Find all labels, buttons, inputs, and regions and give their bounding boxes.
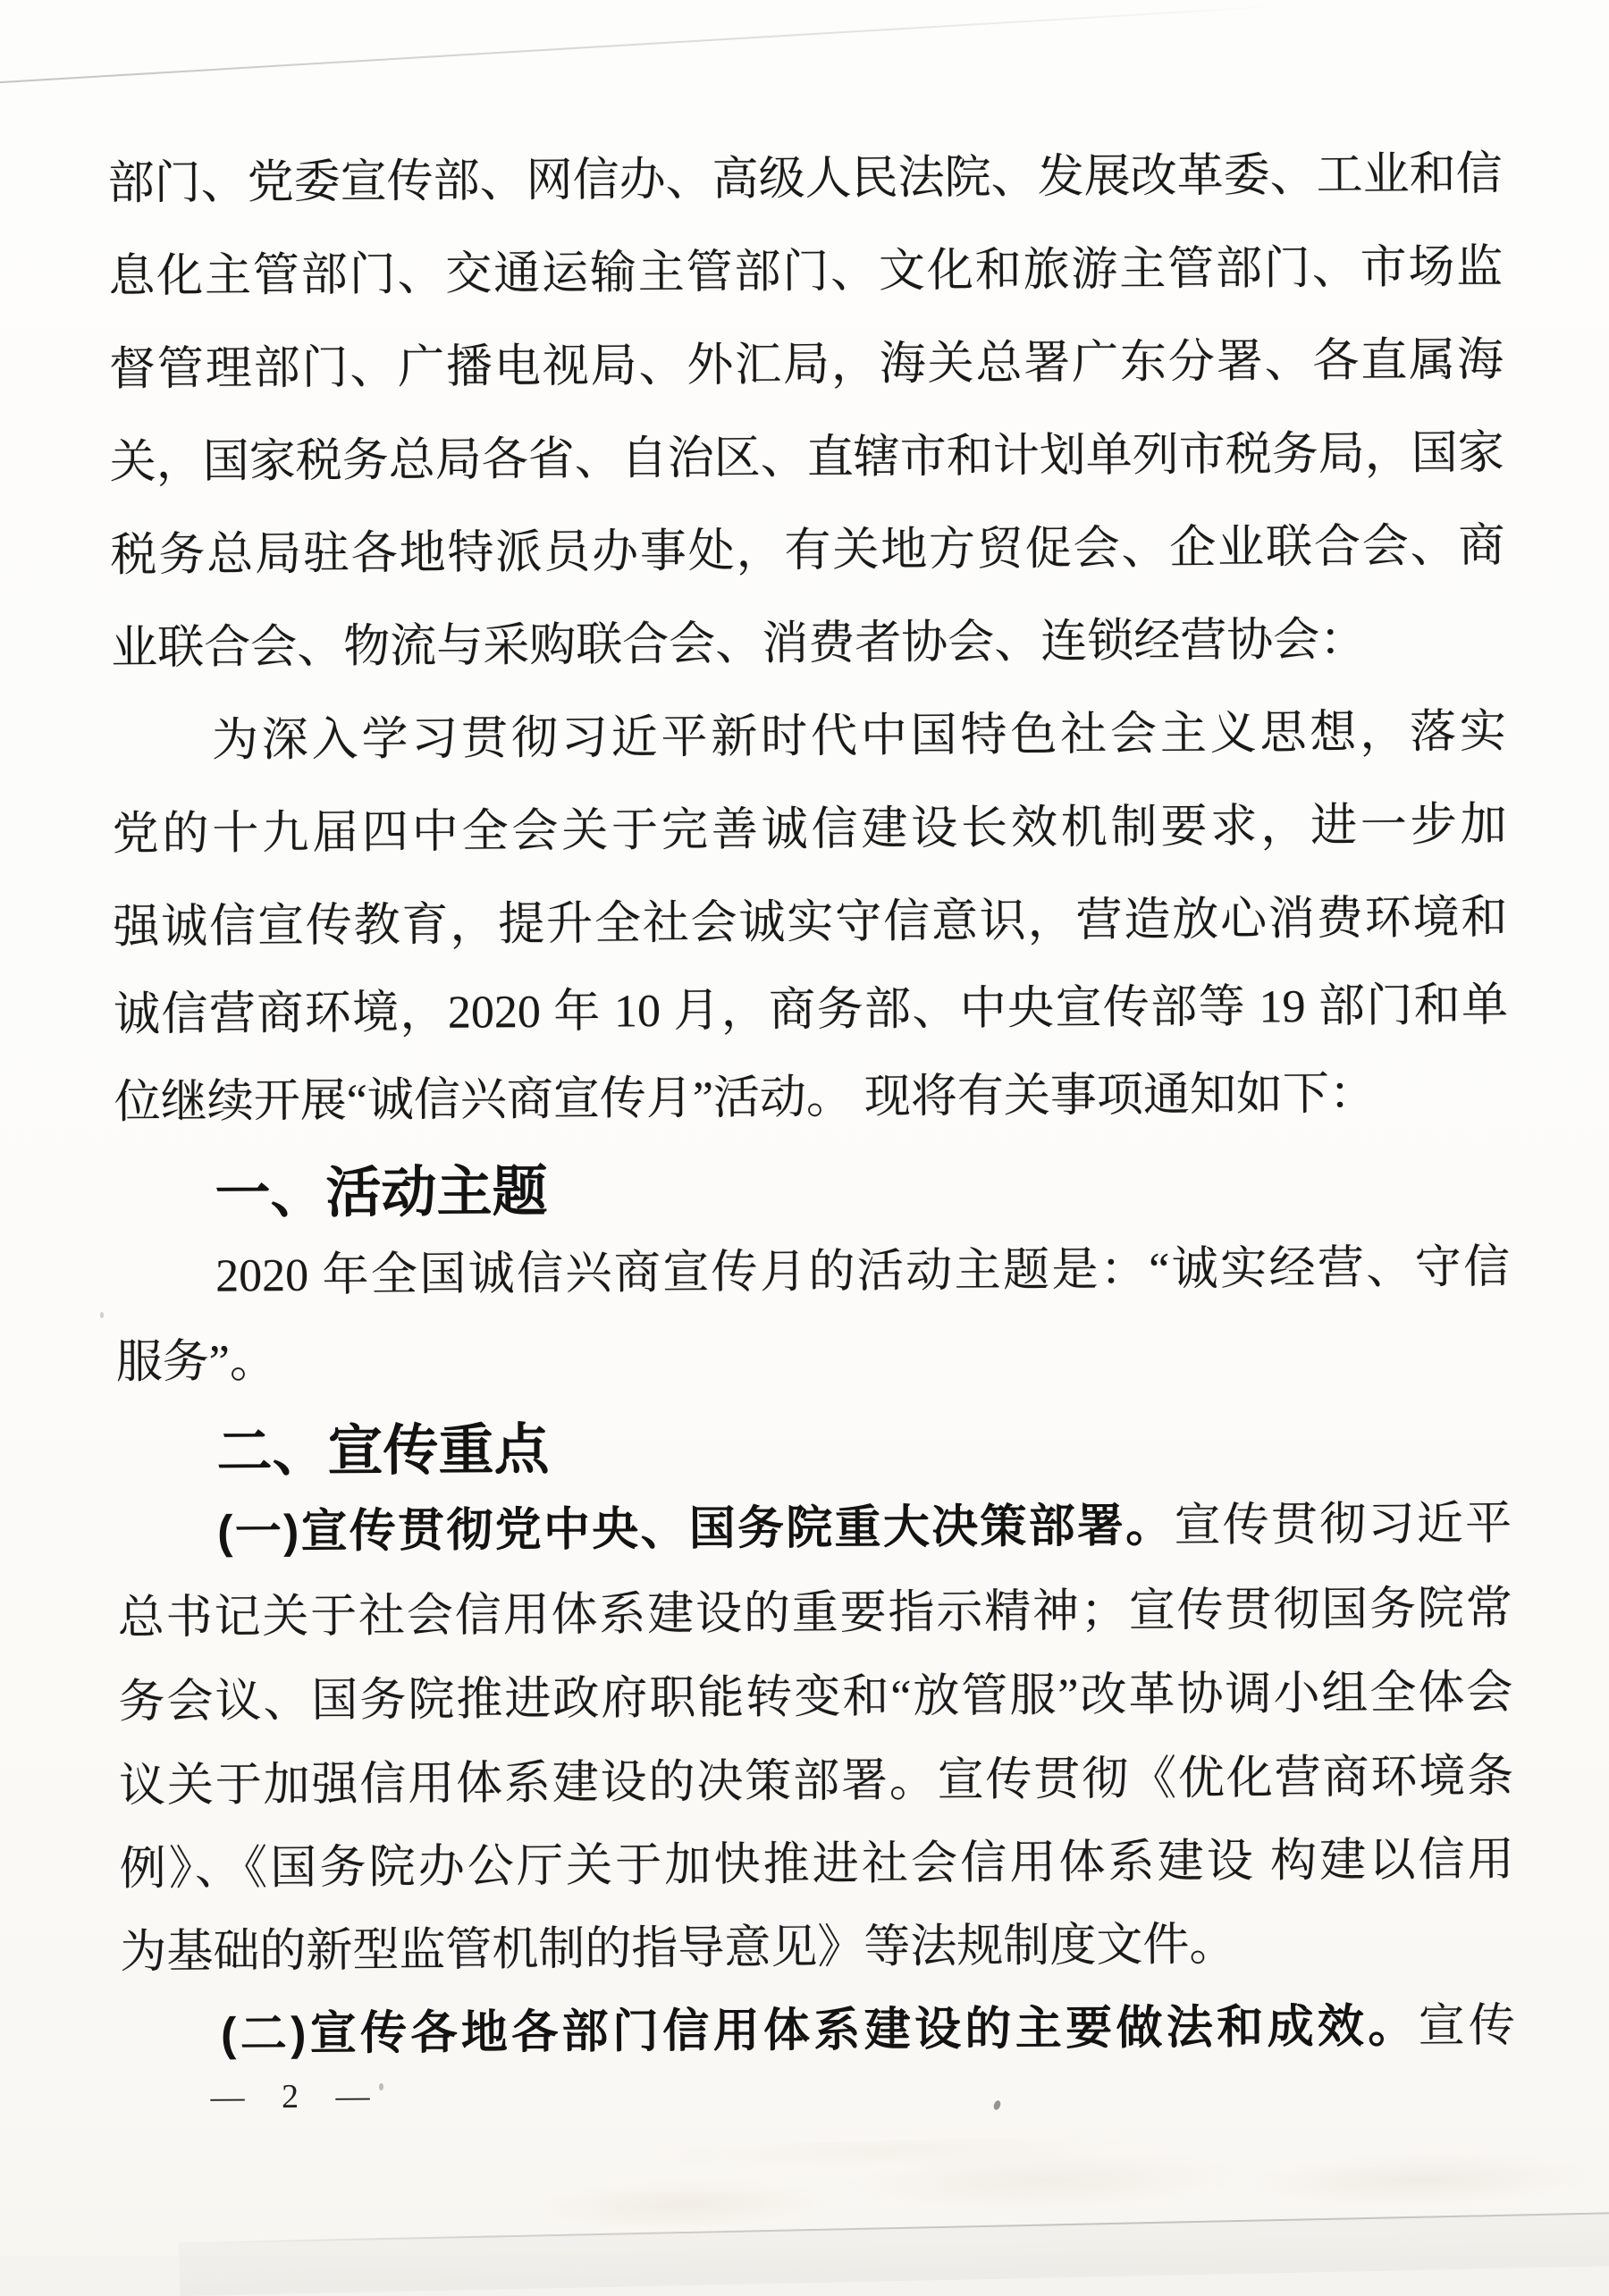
text-segment: 服务”。 [115,1336,277,1389]
document-line [116,1327,1511,1388]
document-line [119,1751,1513,1812]
text-segment: 宣传贯彻习近平 [1174,1498,1512,1552]
document-line [111,614,1505,675]
text-segment: 强诚信宣传教育，提升全社会诚实守信意识，营造放心消费环境和 [113,892,1508,954]
document-line [109,335,1504,396]
document-line [114,1068,1509,1129]
text-segment: 税务总局驻各地特派员办事处，有关地方贸促会、企业联合会、商 [110,520,1505,582]
document-line [118,1667,1512,1728]
text-segment: 为深入学习贯彻习近平新时代中国特色社会主义思想，落实 [211,706,1507,767]
document-body [106,0,1517,2260]
document-line [112,707,1506,768]
text-segment: 督管理部门、广播电视局、外汇局，海关总署广东分署、各直属海 [108,334,1504,396]
bold-text-segment: 一、活动主题 [215,1161,548,1225]
page-number-text: — 2 — [210,2077,379,2116]
bold-text-segment: (二)宣传各地各部门信用体系建设的主要做法和成效。 [220,2000,1419,2061]
text-segment: 务会议、国务院推进政府职能转变和“放管服”改革协调小组全体会 [118,1667,1513,1728]
section-heading [116,1413,1511,1484]
text-segment: 诚信营商环境，2020 年 10 月，商务部、中央宣传部等 19 部门和单 [113,980,1509,1041]
document-line [110,428,1504,489]
text-segment: 宣传 [1418,2000,1516,2053]
bold-text-segment: 二、宣传重点 [216,1419,550,1484]
document-line [118,1583,1512,1644]
scan-speck [379,2083,383,2090]
document-line [120,1917,1514,1978]
section-heading [114,1155,1509,1225]
text-segment: 例》、《国务院办公厅关于加快推进社会信用体系建设 构建以信用 [119,1834,1514,1896]
document-line [107,149,1502,210]
text-segment: 位继续开展“诚信兴商宣传月”活动。 现将有关事项通知如下： [114,1068,1377,1129]
document-line [110,521,1504,582]
text-segment: 业联合会、物流与采购联合会、消费者协会、连锁经营协会： [111,614,1367,675]
document-line [114,980,1508,1041]
text-segment: 总书记关于社会信用体系建设的重要指示精神；宣传贯彻国务院常 [117,1583,1512,1644]
text-segment: 为基础的新型监管机制的指导意见》等法规制度文件。 [120,1919,1236,1979]
document-line [121,2000,1515,2061]
text-segment: 息化主管部门、交通运输主管部门、文化和旅游主管部门、市场监 [108,241,1504,303]
text-segment: 部门、党委宣传部、网信办、高级人民法院、发展改革委、工业和信 [107,148,1503,210]
document-line [117,1498,1512,1559]
document-line [112,800,1506,861]
document-line [115,1241,1510,1302]
text-segment: 议关于加强信用体系建设的决策部署。宣传贯彻《优化营商环境条 [118,1751,1514,1812]
document-line [113,893,1507,954]
text-segment: 关，国家税务总局各省、自治区、直辖市和计划单列市税务局，国家 [109,427,1504,489]
page-number-footer [210,2076,378,2116]
text-segment: 党的十九届四中全会关于完善诚信建设长效机制要求，进一步加 [112,799,1507,861]
bold-text-segment: (一)宣传贯彻党中央、国务院重大决策部署。 [216,1500,1175,1559]
text-segment: 2020 年全国诚信兴商宣传月的活动主题是：“诚实经营、守信 [215,1241,1511,1302]
document-line [108,242,1503,303]
scan-speck [100,1312,104,1318]
document-line [120,1834,1514,1895]
